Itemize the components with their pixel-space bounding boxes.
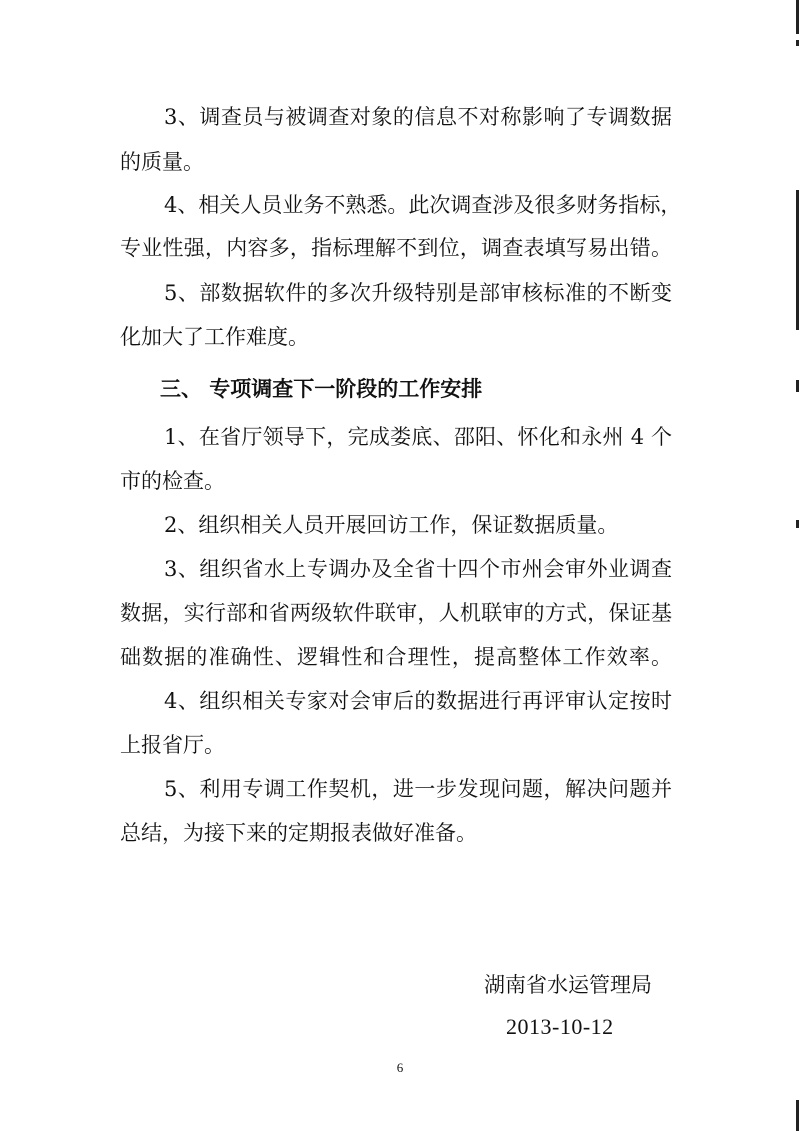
paragraph-line: 市的检查。 <box>120 469 225 493</box>
paragraph-line: 3、组织省水上专调办及全省十四个市州会审外业调查 <box>164 557 672 581</box>
section-heading: 三、 专项调查下一阶段的工作安排 <box>160 377 483 401</box>
paragraph-line: 专业性强，内容多，指标理解不到位，调查表填写易出错。 <box>120 236 672 260</box>
scan-edge-mark <box>796 380 799 392</box>
paragraph-line: 4、组织相关专家对会审后的数据进行再评审认定按时 <box>164 689 672 713</box>
paragraph-line: 化加大了工作难度。 <box>120 325 309 349</box>
scan-edge-mark <box>796 0 799 34</box>
paragraph-line: 4、相关人员业务不熟悉。此次调查涉及很多财务指标， <box>164 193 682 217</box>
paragraph-line: 3、调查员与被调查对象的信息不对称影响了专调数据 <box>164 105 672 129</box>
page-number: 6 <box>396 1060 404 1075</box>
signature-organization: 湖南省水运管理局 <box>484 973 652 997</box>
paragraph-line: 上报省厅。 <box>120 733 225 757</box>
scan-edge-mark <box>796 520 799 528</box>
paragraph-line: 础数据的准确性、逻辑性和合理性，提高整体工作效率。 <box>120 645 672 669</box>
paragraph-line: 的质量。 <box>120 150 204 174</box>
paragraph-line: 总结，为接下来的定期报表做好准备。 <box>120 821 477 845</box>
paragraph-line: 数据，实行部和省两级软件联审，人机联审的方式，保证基 <box>120 601 672 625</box>
scan-edge-mark <box>796 40 799 46</box>
scan-edge-mark <box>796 1100 799 1131</box>
signature-date: 2013-10-12 <box>506 1014 614 1039</box>
paragraph-line: 1、在省厅领导下，完成娄底、邵阳、怀化和永州 4 个 <box>164 425 672 449</box>
paragraph-line: 5、部数据软件的多次升级特别是部审核标准的不断变 <box>164 281 672 305</box>
paragraph-line: 5、利用专调工作契机，进一步发现问题，解决问题并 <box>164 777 672 801</box>
paragraph-line: 2、组织相关人员开展回访工作，保证数据质量。 <box>164 513 619 537</box>
scan-edge-mark <box>796 190 799 330</box>
